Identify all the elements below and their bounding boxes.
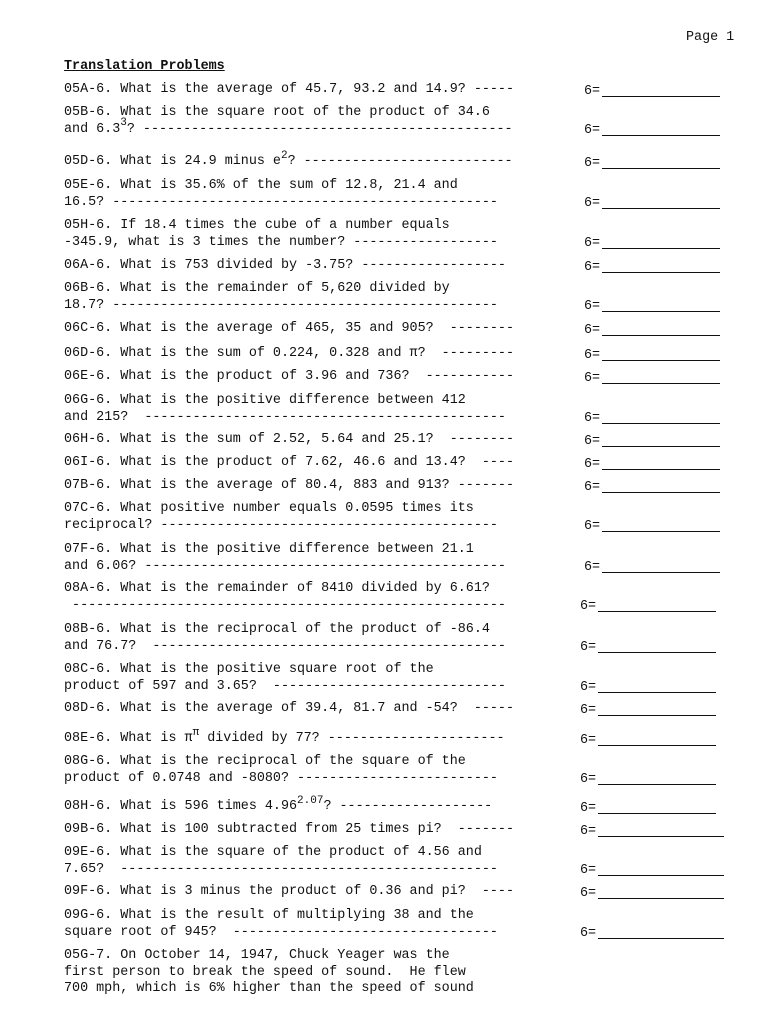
- problem-06b: [64, 281, 724, 314]
- answer-blank[interactable]: [598, 652, 716, 653]
- problem-question: 06H-6. What is the sum of 2.52, 5.64 and 25.1? --------: [64, 432, 514, 447]
- answer-label: 6=: [584, 479, 601, 495]
- problem-question: 06C-6. What is the average of 465, 35 and 905? --------: [64, 321, 514, 336]
- answer-label: 6=: [584, 155, 601, 171]
- answer-blank[interactable]: [602, 335, 720, 336]
- answer-label: 6=: [584, 433, 601, 449]
- problem-05b: [64, 105, 724, 138]
- answer-label: 6=: [584, 259, 601, 275]
- answer-label: 6=: [584, 196, 601, 211]
- problem-05a: [64, 82, 724, 99]
- problem-08h: [64, 794, 724, 816]
- problem-question: 05D-6. What is 24.9 minus $e^2$? --------------------------: [64, 149, 513, 169]
- problem-question: 08E-6. What is $\pi^\pi$ divided by 77? ----------------------: [64, 726, 505, 746]
- answer-blank[interactable]: [602, 135, 720, 136]
- answer-blank[interactable]: [598, 836, 724, 837]
- problem-question: 08H-6. What is 596 times $4.96^{2.07}$? -------------------: [64, 794, 493, 814]
- answer-blank[interactable]: [602, 360, 720, 361]
- answer-label: 6=: [584, 560, 601, 575]
- problem-09e: [64, 845, 724, 878]
- problem-05e: [64, 178, 724, 211]
- problem-08c: [64, 662, 724, 695]
- answer-label: 6=: [584, 123, 601, 138]
- answer-label: 6=: [584, 299, 601, 314]
- answer-label: 6=: [584, 519, 601, 534]
- answer-label: 6=: [580, 640, 597, 655]
- problem-question: 05H-6. If 18.4 times the cube of a number equals -345.9, what is 3 times the number? ------------------: [64, 218, 498, 250]
- problem-question: 08B-6. What is the reciprocal of the product of -86.4 and 76.7? --------------------------------------------: [64, 622, 506, 654]
- problem-question: 05A-6. What is the average of 45.7, 93.2 and 14.9? -----: [64, 82, 514, 97]
- answer-label: 6=: [584, 411, 601, 426]
- problem-question: 06B-6. What is the remainder of 5,620 divided by 18.7? ------------------------------------------------: [64, 281, 498, 313]
- answer-label: 6=: [580, 885, 597, 901]
- problem-06h: [64, 432, 724, 449]
- answer-blank[interactable]: [602, 208, 720, 209]
- problem-05g-7: [64, 948, 724, 998]
- answer-blank[interactable]: [602, 272, 720, 273]
- problem-question: 08A-6. What is the remainder of 8410 divided by 6.61? ------------------------------------------------------: [64, 581, 506, 613]
- answer-blank[interactable]: [598, 875, 724, 876]
- problem-question: 05B-6. What is the square root of the product of 34.6 and $6.3^3$? ----------------------------------------------: [64, 105, 513, 137]
- answer-label: 6=: [580, 732, 597, 748]
- problem-question: 06E-6. What is the product of 3.96 and 736? -----------: [64, 369, 514, 384]
- answer-blank[interactable]: [602, 311, 720, 312]
- problem-07c: [64, 501, 724, 534]
- answer-blank[interactable]: [598, 898, 724, 899]
- problem-question: 06A-6. What is 753 divided by -3.75? ------------------: [64, 258, 506, 273]
- problem-06a: [64, 258, 724, 275]
- answer-label: 6=: [580, 599, 597, 614]
- answer-blank[interactable]: [598, 813, 716, 814]
- answer-blank[interactable]: [602, 96, 720, 97]
- problem-09f: [64, 884, 724, 901]
- answer-blank[interactable]: [602, 423, 720, 424]
- answer-label: 6=: [580, 926, 597, 941]
- answer-blank[interactable]: [602, 492, 720, 493]
- problem-question: 09F-6. What is 3 minus the product of 0.36 and pi? ----: [64, 884, 514, 899]
- problem-06d: [64, 346, 724, 363]
- answer-blank[interactable]: [598, 692, 716, 693]
- answer-blank[interactable]: [598, 784, 716, 785]
- answer-blank[interactable]: [602, 383, 720, 384]
- problem-08g: [64, 754, 724, 787]
- answer-blank[interactable]: [602, 572, 720, 573]
- section-title: Translation Problems: [64, 59, 225, 74]
- problem-question: 07C-6. What positive number equals 0.0595 times its reciprocal? ------------------------------------------: [64, 501, 498, 533]
- page-number: Page 1: [686, 30, 735, 45]
- problem-07f: [64, 542, 724, 575]
- answer-label: 6=: [580, 680, 597, 695]
- answer-blank[interactable]: [598, 745, 716, 746]
- problem-07b: [64, 478, 724, 495]
- problem-08d: [64, 701, 724, 718]
- answer-blank[interactable]: [602, 446, 720, 447]
- answer-label: 6=: [584, 370, 601, 386]
- problem-05d: [64, 149, 724, 171]
- problem-question: 09B-6. What is 100 subtracted from 25 times pi? -------: [64, 822, 514, 837]
- answer-label: 6=: [580, 823, 597, 839]
- answer-blank[interactable]: [598, 938, 724, 939]
- answer-label: 6=: [584, 83, 601, 99]
- problem-question: 08C-6. What is the positive square root of the product of 597 and 3.65? -----------------------------: [64, 662, 506, 694]
- answer-blank[interactable]: [602, 168, 720, 169]
- answer-blank[interactable]: [602, 248, 720, 249]
- answer-blank[interactable]: [602, 531, 720, 532]
- problem-question: 09E-6. What is the square of the product of 4.56 and 7.65? -----------------------------------------------: [64, 845, 498, 877]
- problem-05h: [64, 218, 724, 251]
- problem-08e: [64, 726, 724, 748]
- problem-question: 08D-6. What is the average of 39.4, 81.7 and -54? -----: [64, 701, 514, 716]
- problem-question: 06I-6. What is the product of 7.62, 46.6 and 13.4? ----: [64, 455, 514, 470]
- problem-06g: [64, 393, 724, 426]
- problem-question: 05G-7. On October 14, 1947, Chuck Yeager was the first person to break the speed of sound. He flew 700 mph, which is 6% higher than the speed of sound: [64, 948, 474, 996]
- problem-question: 07B-6. What is the average of 80.4, 883 and 913? -------: [64, 478, 514, 493]
- problem-09g: [64, 908, 724, 941]
- answer-label: 6=: [584, 456, 601, 472]
- answer-label: 6=: [584, 236, 601, 251]
- answer-label: 6=: [580, 800, 597, 816]
- problem-question: 09G-6. What is the result of multiplying 38 and the square root of 945? ---------------------------------: [64, 908, 498, 940]
- problem-06e: [64, 369, 724, 386]
- answer-label: 6=: [580, 702, 597, 718]
- problem-question: 06G-6. What is the positive difference between 412 and 215? ---------------------------------------------: [64, 393, 506, 425]
- problem-question: 08G-6. What is the reciprocal of the square of the product of 0.0748 and -8080? -------------------------: [64, 754, 498, 786]
- answer-blank[interactable]: [598, 715, 716, 716]
- problem-question: 05E-6. What is 35.6% of the sum of 12.8, 21.4 and 16.5? ------------------------------------------------: [64, 178, 498, 210]
- answer-blank[interactable]: [598, 611, 716, 612]
- answer-label: 6=: [584, 322, 601, 338]
- answer-label: 6=: [580, 863, 597, 878]
- answer-blank[interactable]: [602, 469, 720, 470]
- problem-question: 06D-6. What is the sum of 0.224, 0.328 and π? ---------: [64, 346, 514, 361]
- problem-question: 07F-6. What is the positive difference between 21.1 and 6.06? ---------------------------------------------: [64, 542, 506, 574]
- answer-label: 6=: [584, 347, 601, 363]
- problem-09b: [64, 822, 724, 839]
- problem-08a: [64, 581, 724, 614]
- problem-06c: [64, 321, 724, 338]
- answer-label: 6=: [580, 772, 597, 787]
- problem-08b: [64, 622, 724, 655]
- problem-06i: [64, 455, 724, 472]
